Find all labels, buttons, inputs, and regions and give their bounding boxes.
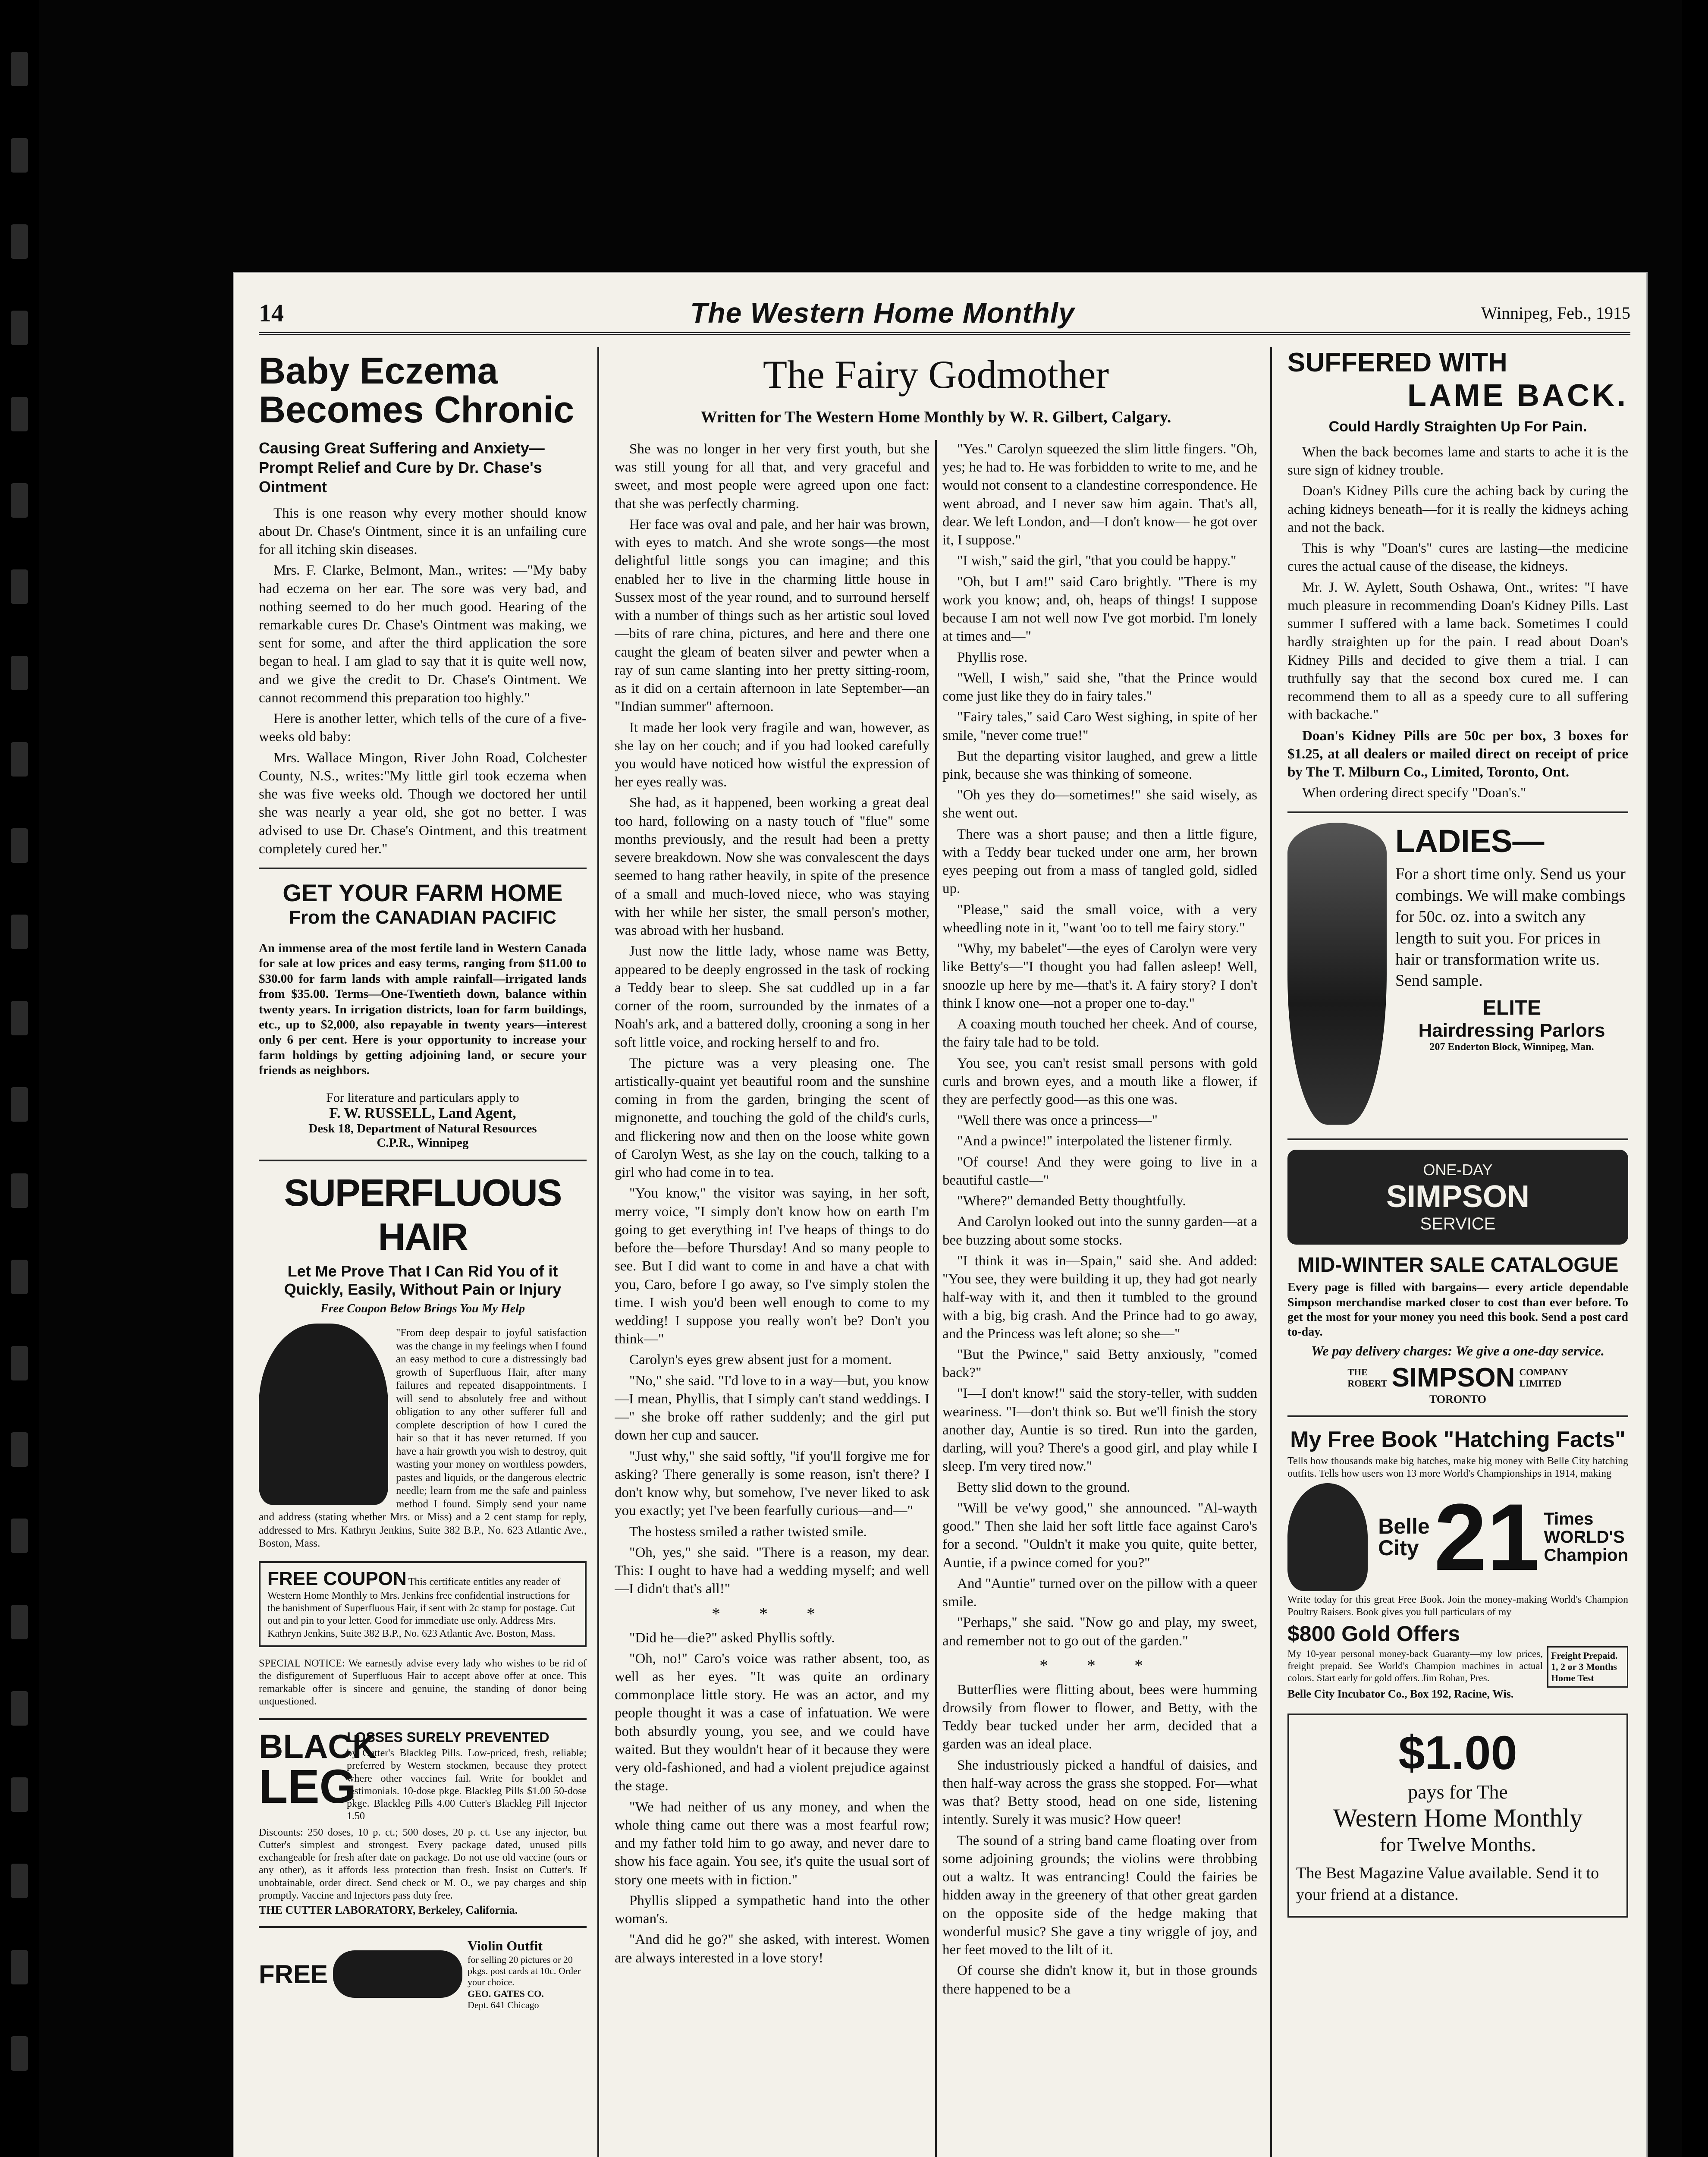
- doans-ad: [1287, 347, 1628, 802]
- violin-dept: Dept. 641: [468, 2000, 505, 2011]
- story-paragraph: A coaxing mouth touched her cheek. And of course, the fairy tale had to be told.: [942, 1016, 1257, 1050]
- farm-subheadline: From the CANADIAN PACIFIC: [289, 907, 557, 928]
- incubator-intro: Tells how thousands make big hatches, make big money with Belle City hatching outfits. Tells how users won 13 more World's Championships in 1914, making: [1287, 1456, 1628, 1480]
- story-paragraph: "Well, I wish," said she, "that the Prince would come just like they do in fairy tales.": [942, 670, 1257, 704]
- divider: [259, 1718, 587, 1720]
- doans-paragraph: When ordering direct specify "Doan's.": [1302, 785, 1526, 801]
- violin-icon: [333, 1950, 462, 1998]
- blackleg-word: BLACK: [259, 1727, 377, 1766]
- column-rule: [935, 440, 937, 2157]
- story-paragraph: "We had neither of us any money, and when the whole thing came out there was a most fearful row; and my father told him to go away, and never dare to show his face again. You see, it's quite the usual sort of story one meets with in fiction.": [615, 1799, 929, 1888]
- eczema-paragraph: Mrs. F. Clarke, Belmont, Man., writes: —"My baby had eczema on her ear. The sore was very bad, and nothing seemed to do her much good. Hearing of the remarkable cures Dr. Chase's Ointment was making, we sent for some, and after the third application the sore began to heal. I am glad to say that it is quite well now, and we give the credit to Dr. Chase's Ointment. We cannot recommend this preparation too highly.": [259, 563, 587, 706]
- story-paragraph: "And did he go?" she asked, with interest. Women are always interested in a love story!: [615, 1932, 929, 1966]
- film-edge-right: [1682, 0, 1708, 2157]
- story-paragraph: "Oh, but I am!" said Caro brightly. "There is my work you know; and, oh, heaps of things! I suppose because I am not well now I've got morbid. I'm lonely at times and—": [942, 574, 1257, 645]
- divider: [1287, 1138, 1628, 1140]
- story-paragraph: "And a pwince!" interpolated the listener firmly.: [957, 1133, 1232, 1149]
- blackleg-body: by Cutter's Blackleg Pills. Low-priced, fresh, reliable; preferred by Western stockmen, because they protect where other vaccines fail. Write for booklet and testimonials. 10-dose pkge. Blackleg Pills $1.00 50-dose pkge. Blackleg Pills 4.00 Cutter's Blackleg Pill Injector 1.50: [347, 1748, 587, 1822]
- child-photo: [1287, 1483, 1368, 1591]
- doans-paragraph: Mr. J. W. Aylett, South Oshawa, Ont., writes: "I have much pleasure in recommending Doan's Kidney Pills. Last summer I suffered with a lame back. Sometimes I could hardly straighten up for the pain. I read about Doan's Kidney Pills and decided to give them a trial. I can truthfully say that the second box cured me. I can recommend them to all as a speedy cure to all suffering with backache.": [1287, 579, 1628, 723]
- delivery-wagon-image: [1287, 1150, 1628, 1245]
- subscription-line: for Twelve Months.: [1379, 1833, 1536, 1856]
- simpson-signature: [1287, 1362, 1628, 1393]
- story-paragraph: You see, you can't resist small persons with gold curls and brown eyes, and a mouth like a flower, if they are perfectly good—as this one was.: [942, 1055, 1257, 1107]
- story-paragraph: "Oh, yes," she said. "There is a reason, my dear. This: I ought to have had a wedding myself; and well—I didn't that's all!": [615, 1544, 929, 1597]
- hair-ad: [259, 1171, 587, 1708]
- ladies-body: For a short time only. Send us your combings. We will make combings for 50c. oz. into a switch any length to suit you. For prices in hair or transformation write us. Send sample.: [1395, 865, 1626, 990]
- farm-contact-line: For literature and particulars apply to: [326, 1091, 519, 1105]
- ladies-address: 207 Enderton Block, Winnipeg, Man.: [1429, 1041, 1594, 1053]
- story-paragraph: There was a short pause; and then a little figure, with a Teddy bear tucked under one arm, her brown eyes peeping out from a mass of tangled gold, sidled up.: [942, 826, 1257, 897]
- column-rule: [1270, 347, 1272, 2157]
- story-paragraph: "I wish," said the girl, "that you could be happy.": [957, 553, 1237, 569]
- violin-company: GEO. GATES CO.: [468, 1988, 544, 1999]
- violin-body: for selling 20 pictures or 20 pkgs. post cards at 10c. Order your choice.: [468, 1954, 581, 1988]
- incubator-ad: [1287, 1427, 1628, 1701]
- doans-subhead: Could Hardly Straighten Up For Pain.: [1328, 418, 1587, 435]
- incubator-belle: Belle: [1378, 1514, 1430, 1538]
- story-paragraph: "Yes." Carolyn squeezed the slim little fingers. "Oh, yes; he had to. He was forbidden to write to me, and he would not consent to a clandestine correspondence. He went abroad, and I never saw him again. That's all, dear. We left London, and—I don't know— he got over it, I suppose.": [942, 441, 1257, 548]
- subscription-line: Western Home Monthly: [1333, 1804, 1583, 1833]
- ladies-ad: [1287, 823, 1628, 1129]
- story-paragraph: Carolyn's eyes grew absent just for a moment.: [629, 1352, 892, 1368]
- doans-headline: SUFFERED WITH: [1287, 348, 1507, 377]
- eczema-paragraph: Mrs. Wallace Mingon, River John Road, Colchester County, N.S., writes:"My little girl took eczema when she was five weeks old. Though we doctored her until she was nearly a year old, she got no better. I was advised to use Dr. Chase's Ointment, and this treatment completely cured her.": [259, 750, 587, 857]
- farm-body: An immense area of the most fertile land in Western Canada for sale at low prices and easy terms, ranging from $11.00 to $30.00 for farm lands with ample rainfall—irrigated lands from $35.00. Terms—One-Twentieth down, balance within twenty years. In irrigation districts, loan for farm buildings, etc., up to $2,000, also repayable in twenty years—interest only 6 per cent. Here is your opportunity to increase your farm holdings by getting adjoining land, or secure your friends as neighbors.: [259, 941, 587, 1078]
- blackleg-logo: [259, 1727, 377, 1825]
- blackleg-word: LEG: [259, 1760, 357, 1814]
- story-paragraph: "Perhaps," she said. "Now go and play, my sweet, and remember not to go out of the garden.": [942, 1615, 1257, 1649]
- hair-notice: SPECIAL NOTICE: We earnestly advise every lady who wishes to be rid of the disfigurement of Superfluous Hair to accept above offer at once. This remarkable offer is sincere and genuine, the standing of donor being unquestioned.: [259, 1657, 587, 1707]
- violin-ad: [259, 1937, 587, 2011]
- incubator-guarantee: My 10-year personal money-back Guaranty—my low prices, freight prepaid. See World's Champion machines in actual colors. Start early for gold offers. Jim Rohan, Pres.: [1287, 1648, 1543, 1684]
- coupon-title: FREE COUPON: [267, 1568, 407, 1589]
- story-paragraph: "I—I don't know!" said the story-teller, with sudden weariness. "I—don't think so. But we'll finish the story another day, Auntie is so tired. Run into the garden, darling, will you? There's a good girl, and play while I sleep. I'm very tired now.": [942, 1386, 1257, 1475]
- simpson-body: Every page is filled with bargains— every article dependable Simpson merchandise marked closer to cost than ever before. To get the most for your money you need this book. Send a post card to-day.: [1287, 1281, 1628, 1339]
- simpson-ad: [1287, 1150, 1628, 1406]
- hair-coupon[interactable]: [259, 1561, 587, 1647]
- eczema-paragraph: Here is another letter, which tells of the cure of a five-weeks old baby:: [259, 711, 587, 745]
- story-paragraph: And "Auntie" turned over on the pillow with a queer smile.: [942, 1575, 1257, 1610]
- story-paragraph: It made her look very fragile and wan, however, as she lay on her couch; and if you had looked carefully you would have noticed how wistful the expression of her eyes really was.: [615, 720, 929, 790]
- wagon-text: SIMPSON: [1386, 1179, 1530, 1214]
- farm-headline: GET YOUR FARM HOME: [283, 879, 563, 907]
- hair-coupon-line: Free Coupon Below Brings You My Help: [320, 1302, 525, 1316]
- story-paragraph: Phyllis slipped a sympathetic hand into the other woman's.: [615, 1893, 929, 1927]
- film-edge-left: [0, 0, 39, 2157]
- subscription-box: [1287, 1714, 1628, 1918]
- subscription-price: $1.00: [1398, 1726, 1517, 1780]
- eczema-paragraph: This is one reason why every mother should know about Dr. Chase's Ointment, since it is an unfailing cure for all itching skin diseases.: [259, 505, 587, 558]
- blackleg-discounts: Discounts: 250 doses, 10 p. ct.; 500 doses, 20 p. ct. Use any injector, but Cutter's simplest and strongest. Every package dated, unused pills exchangeable for fresh after date on package. Do not use old vaccine (ours or any other), as it affords less protection than fresh. Insist on Cutter's. If unobtainable, order direct. Send check or M. O., we pay charges and ship promptly. Vaccine and Injectors pass duty free.: [259, 1827, 587, 1901]
- story-paragraph: "I think it was in—Spain," said she. And added: "You see, they were building it up, they had got nearly half-way with it, and then it tumbled to the ground with a big, big crash. And the Prince had to go away, and the Princess was left alone; so she—": [942, 1253, 1257, 1342]
- story-paragraph: Her face was oval and pale, and her hair was brown, with eyes to match. And she wrote songs—the most delightful little songs you can imagine; and this enabled her to live in the charming little house in Sussex most of the year round, and to surround herself with a number of things such as her artistic soul loved—bits of rare china, pictures, and here and there one caught the gleam of beaten silver and pewter when a ray of sun came slanting into her pretty sitting-room, as it did on a certain afternoon in late September—an "Indian summer" afternoon.: [615, 516, 929, 715]
- page-number: 14: [259, 299, 284, 327]
- story-title: The Fairy Godmother: [763, 352, 1109, 396]
- incubator-champion: Champion: [1544, 1545, 1628, 1565]
- story-paragraph: Just now the little lady, whose name was Betty, appeared to be deeply engrossed in the task of rocking a Teddy bear to sleep. She sat cuddled up in a far corner of the room, surrounded by the inmates of a Noah's ark, and a battered dolly, crooning a song in her soft little voice, and rocking herself to and fro.: [615, 943, 929, 1050]
- violin-title: Violin Outfit: [468, 1938, 543, 1954]
- woman-portrait: [259, 1324, 388, 1505]
- divider: [259, 1926, 587, 1928]
- story-paragraph: Of course she didn't know it, but in those grounds there happened to be a: [942, 1963, 1257, 1997]
- coupon-body: This certificate entitles any reader of Western Home Monthly to Mrs. Jenkins free confidential instructions for the banishment of Superfluous Hair, if sent with 2c stamp for postage. Cut out and pin to your letter. Good for immediate use only. Address Mrs. Kathryn Jenkins, Suite 382 B.P., No. 623 Atlantic Ave. Boston, Mass.: [267, 1576, 575, 1639]
- incubator-city: City: [1378, 1535, 1419, 1560]
- eczema-headline: Baby Eczema Becomes Chronic: [259, 350, 575, 431]
- story-paragraph: "Did he—die?" asked Phyllis softly.: [629, 1630, 835, 1646]
- subscription-body: The Best Magazine Value available. Send it to your friend at a distance.: [1296, 1864, 1599, 1904]
- story-paragraph: The sound of a string band came floating over from some adjoining grounds; the violins were throbbing out a waltz. It was entrancing! Could the fairies be hidden away in the greenery of that other great garden on the opposite side of the hedge making that wonderful music? She gave a tiny wriggle of joy, and her feet moved to the lilt of it.: [942, 1833, 1257, 1958]
- story-paragraph: "Where?" demanded Betty thoughtfully.: [957, 1193, 1186, 1209]
- eczema-ad: [259, 352, 587, 858]
- column-rule: [597, 347, 599, 2157]
- violin-free-label: FREE: [259, 1959, 328, 1989]
- divider: [1287, 1415, 1628, 1417]
- doans-paragraph: Doan's Kidney Pills are 50c per box, 3 boxes for $1.25, at all dealers or mailed direct on receipt of price by The T. Milburn Co., Limited, Toronto, Ont.: [1287, 728, 1628, 780]
- story-paragraph: "Please," said the small voice, with a very wheedling note in it, "want 'oo to tell me fairy story.": [942, 902, 1257, 936]
- story-paragraph: She industriously picked a handful of daisies, and then half-way across the grass she stopped. For—what was that? Betty stood, head on one side, listening intently. Surely it was music? How queer!: [942, 1757, 1257, 1828]
- doans-headline: LAME BACK.: [1407, 378, 1628, 413]
- violin-city: Chicago: [507, 2000, 539, 2011]
- story-byline: Written for The Western Home Monthly by W. R. Gilbert, Calgary.: [700, 408, 1171, 426]
- story-heading: [615, 347, 1257, 440]
- divider: [259, 1160, 587, 1161]
- story-paragraph: She had, as it happened, been working a great deal too hard, following on a nasty touch of "flue" some months previously, and the result had been a pretty severe breakdown. Now she was convalescent the days seemed to hang rather heavily, in spite of the presence of a small and much-loved niece, who was staying with her while her sister, the small person's mother, was abroad with her husband.: [615, 795, 929, 939]
- story-paragraph: "Oh yes they do—sometimes!" she said wisely, as she went out.: [942, 787, 1257, 821]
- story-paragraph: "Will be ve'wy good," she announced. "Al-wayth good." Then she laid her soft little face against Caro's for a second. "Ouldn't it make you quite, quite better, Auntie, if a pwince comed for you?": [942, 1500, 1257, 1571]
- simpson-city: TORONTO: [1429, 1393, 1486, 1406]
- blackleg-title: LOSSES SURELY PREVENTED: [347, 1729, 549, 1745]
- incubator-freight: Freight Prepaid. 1, 2 or 3 Months Home Test: [1547, 1646, 1628, 1688]
- ladies-company: Hairdressing Parlors: [1418, 1019, 1605, 1041]
- magazine-title: The Western Home Monthly: [690, 297, 1075, 329]
- simpson-company-name: SIMPSON: [1391, 1363, 1515, 1393]
- right-column: [1287, 347, 1628, 2157]
- subscription-line: pays for The: [1408, 1781, 1508, 1803]
- story-paragraph: "Fairy tales," said Caro West sighing, in spite of her smile, "never come true!": [942, 709, 1257, 743]
- page-header: [259, 293, 1630, 335]
- story-paragraph: The hostess smiled a rather twisted smile.: [629, 1524, 867, 1540]
- story-paragraph: "Well there was once a princess—": [957, 1113, 1158, 1129]
- incubator-number: 21: [1434, 1484, 1540, 1590]
- issue-date: Winnipeg, Feb., 1915: [1481, 303, 1630, 323]
- farm-address: C.P.R., Winnipeg: [377, 1136, 469, 1150]
- ladies-headline: LADIES—: [1395, 823, 1545, 859]
- story-paragraph: Betty slid down to the ground.: [957, 1479, 1130, 1495]
- hair-switch-image: [1287, 823, 1387, 1125]
- story-paragraph: "Oh, no!" Caro's voice was rather absent, too, as well as her eyes. "It was quite an ordinary commonplace little story. He was an actor, and my people thought it was a case of infatuation. We were both absurdly young, you see, and we could have waited. But they wouldn't hear of it because they were very old-fashioned, and had a violent prejudice against the stage.: [615, 1651, 929, 1794]
- simpson-company: COMPANY: [1519, 1366, 1568, 1377]
- incubator-headline: My Free Book "Hatching Facts": [1290, 1427, 1626, 1453]
- story-paragraph: "Of course! And they were going to live in a beautiful castle—": [942, 1154, 1257, 1188]
- story-column-2: [942, 440, 1257, 2157]
- simpson-headline: MID-WINTER SALE CATALOGUE: [1297, 1254, 1619, 1277]
- story-paragraph: "Just why," she said softly, "if you'll forgive me for asking? There generally is some reason, isn't there? I don't know why, but somehow, I've never liked to ask you exactly; yet I've been fearfully curious—and—": [615, 1448, 929, 1519]
- incubator-worlds: WORLD'S: [1544, 1527, 1625, 1547]
- newspaper-page: [233, 272, 1648, 2157]
- hair-headline: SUPERFLUOUS HAIR: [284, 1171, 562, 1258]
- section-break: * * *: [1039, 1655, 1160, 1675]
- doans-paragraph: This is why "Doan's" cures are lasting—the medicine cures the actual cause of the disease, the kidneys.: [1287, 541, 1628, 575]
- story-paragraph: "No," she said. "I'd love to in a way—but, you know—I mean, Phyllis, that I simply can't stand weddings. I—" she broke off rather suddenly; and the girl put down her cup and saucer.: [615, 1373, 929, 1443]
- section-break: * * *: [712, 1604, 832, 1623]
- wagon-text: SERVICE: [1420, 1214, 1496, 1233]
- blackleg-ad: [259, 1729, 587, 1825]
- simpson-robert: ROBERT: [1347, 1377, 1388, 1389]
- story-paragraph: "Why, my babelet"—the eyes of Carolyn were very like Betty's—"I thought you had fallen asleep! Well, snoozle up here by me—that's it. A fairy story? I don't think I know one—not a proper one to-day.": [942, 941, 1257, 1011]
- divider: [259, 868, 587, 869]
- wagon-text: ONE-DAY: [1423, 1160, 1493, 1179]
- divider: [1287, 811, 1628, 813]
- ladies-company: ELITE: [1482, 996, 1541, 1019]
- incubator-offer: $800 Gold Offers: [1287, 1622, 1460, 1646]
- story-paragraph: "You know," the visitor was saying, in her soft, merry voice, "I simply don't know how on earth I'm going to get everything in! I've heaps of things to do before the—before Thursday! And so many people to see. But I did want to come in and have a chat with you, Caro, before I go away, so I've simply stolen the time. I wish you'd been well enough to come to my wedding! I suppose you really won't be? Don't you think—": [615, 1185, 929, 1347]
- story-paragraph: "But the Pwince," said Betty anxiously, "comed back?": [942, 1347, 1257, 1381]
- simpson-delivery: We pay delivery charges: We give a one-day service.: [1311, 1343, 1604, 1359]
- blackleg-company: THE CUTTER LABORATORY, Berkeley, California.: [259, 1904, 518, 1917]
- story-paragraph: But the departing visitor laughed, and grew a little pink, because she was thinking of someone.: [942, 748, 1257, 782]
- incubator-times: Times: [1544, 1509, 1594, 1528]
- doans-paragraph: Doan's Kidney Pills cure the aching back by curing the aching kidneys beneath—for it is really the kidneys aching and not the back.: [1287, 483, 1628, 535]
- farm-agent: F. W. RUSSELL, Land Agent,: [329, 1105, 516, 1122]
- story-column-1: [615, 440, 929, 2157]
- story-paragraph: The picture was a very pleasing one. The artistically-quaint yet beautiful room and the sunshine coming in from the garden, bringing the scent of mignonette, and touching the gold of the child's curls, and flickering now and then on the loose white gown of Carolyn West, as she lay on the couch, talking to a girl who had come in to tea.: [615, 1055, 929, 1181]
- hair-subhead: Let Me Prove That I Can Rid You of it Quickly, Easily, Without Pain or Injury: [284, 1262, 562, 1299]
- simpson-the: THE: [1347, 1366, 1368, 1377]
- incubator-address: Belle City Incubator Co., Box 192, Racine, Wis.: [1287, 1688, 1514, 1701]
- simpson-limited: LIMITED: [1519, 1377, 1562, 1389]
- farm-ad: [259, 879, 587, 1150]
- left-column: [259, 347, 587, 2157]
- story-paragraph: Butterflies were flitting about, bees were humming drowsily from flower to flower, and Betty, with the Teddy bear tucked under her arm, decided that a garden was an ideal place.: [942, 1682, 1257, 1752]
- doans-paragraph: When the back becomes lame and starts to ache it is the sure sign of kidney trouble.: [1287, 444, 1628, 478]
- story-paragraph: She was no longer in her very first youth, but she was still young for all that, and very graceful and sweet, and most people were agreed upon one fact: that she was perfectly charming.: [615, 441, 929, 512]
- incubator-body: Write today for this great Free Book. Join the money-making World's Champion Poultry Raisers. Book gives you full particulars of my: [1287, 1594, 1628, 1618]
- hair-body: "From deep despair to joyful satisfaction was the change in my feelings when I found an easy method to cure a distressingly bad growth of Superfluous Hair, after many failures and repeated disappointments. I will send to absolutely free and without obligation to any other sufferer full and complete description of how I cured the hair so that it has never returned. If you have a hair growth you wish to destroy, quit wasting your money on worthless powders, pastes and liquids, or the dangerous electric needle; learn from me the safe and painless method I found. Simply send your name and address (stating whether Mrs. or Miss) and a 2 cent stamp for reply, addressed to Mrs. Kathryn Jenkins, Suite 382 B.P., No. 623 Atlantic Ave., Boston, Mass.: [259, 1327, 587, 1550]
- story-paragraph: And Carolyn looked out into the sunny garden—at a bee buzzing about some stocks.: [942, 1214, 1257, 1248]
- story-paragraph: Phyllis rose.: [957, 649, 1028, 665]
- eczema-subhead: Causing Great Suffering and Anxiety—Prompt Relief and Cure by Dr. Chase's Ointment: [259, 439, 545, 496]
- farm-address: Desk 18, Department of Natural Resources: [308, 1122, 537, 1136]
